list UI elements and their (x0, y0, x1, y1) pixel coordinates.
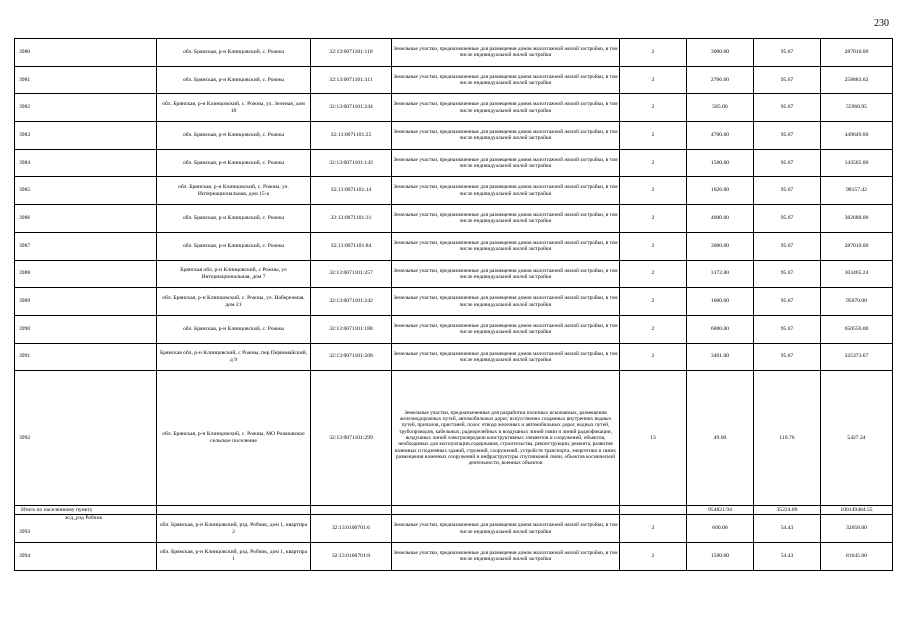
row-number: 3994 (15, 542, 157, 570)
cadastral-number-cell: 32:13:0100701:8 (311, 542, 392, 570)
row-number: 3981 (15, 66, 157, 94)
area-cell: 2706.00 (687, 66, 754, 94)
area-cell: 4700.00 (687, 122, 754, 150)
cadastral-value-cell: 98157.42 (821, 177, 893, 205)
row-number: 3985 (15, 177, 157, 205)
specific-value-cell: 54.43 (754, 515, 821, 543)
area-cell: 1000.00 (687, 288, 754, 316)
cadastral-value-cell: 303465.24 (821, 260, 893, 288)
cadastral-number-cell: 32:13:0071101:244 (311, 94, 392, 122)
row-number: 3982 (15, 94, 157, 122)
group-cell: 2 (620, 542, 687, 570)
specific-value-cell: 54.43 (754, 542, 821, 570)
cadastral-number-cell: 32:13:0071101:143 (311, 149, 392, 177)
address-cell: обл. Брянская, р-н Клинцовский, с. Рожны, ул. Интернациональная, дом 15-а (157, 177, 311, 205)
row-number: 3990 (15, 315, 157, 343)
area-cell: 49.00 (687, 371, 754, 506)
cadastral-value-cell: 81645.00 (821, 542, 893, 570)
table-row (15, 542, 893, 570)
specific-value-cell: 110.76 (754, 371, 821, 506)
group-cell: 2 (620, 149, 687, 177)
address-cell: обл. Брянская, р-н Клинцовский, с. Рожны (157, 149, 311, 177)
cadastral-value-cell: 143505.00 (821, 149, 893, 177)
land-use-cell: Земельные участки, предназначенные для размещения домов малоэтажной жилой застройки, в том числе индивидуальной жилой застройки (392, 39, 620, 67)
specific-value-cell: 95.67 (754, 39, 821, 67)
cadastral-value-cell: 5427.24 (821, 371, 893, 506)
area-cell: 3172.00 (687, 260, 754, 288)
cadastral-value-cell: 287010.00 (821, 39, 893, 67)
table-row (15, 122, 893, 150)
group-cell: 2 (620, 205, 687, 233)
area-cell: 1026.00 (687, 177, 754, 205)
row-number: 3986 (15, 205, 157, 233)
address-cell: обл. Брянская, р-н Клинцовский, рзд. Робчик, дом 1, квартира 2 (157, 515, 311, 543)
row-number: 3988 (15, 260, 157, 288)
land-use-cell: Земельные участки, предназначенные для размещения домов малоэтажной жилой застройки, в том числе индивидуальной жилой застройки (392, 343, 620, 371)
specific-value-cell: 95.67 (754, 315, 821, 343)
cadastral-number-cell: 32:13:0071101:31 (311, 205, 392, 233)
row-number: 3980 (15, 39, 157, 67)
cadastral-value-cell: 258883.02 (821, 66, 893, 94)
address-cell: Брянская обл, р-н Клинцовский, с Рожны, пер Первомайский, д 9 (157, 343, 311, 371)
cadastral-value-cell: 382680.00 (821, 205, 893, 233)
table-row (15, 288, 893, 316)
row-number: 3989 (15, 288, 157, 316)
cadastral-number-cell: 32:13:0071101:242 (311, 288, 392, 316)
row-number: 3992 (15, 371, 157, 506)
land-use-cell: Земельные участки, предназначенные для размещения домов малоэтажной жилой застройки, в том числе индивидуальной жилой застройки (392, 66, 620, 94)
cadastral-number-cell: 32:13:0071101:188 (311, 315, 392, 343)
group-cell: 2 (620, 66, 687, 94)
cadastral-number-cell: 32:13:0071101:257 (311, 260, 392, 288)
address-cell: обл. Брянская, р-н Клинцовский, с. Рожны (157, 315, 311, 343)
cadastral-value-cell: 55966.95 (821, 94, 893, 122)
group-cell: 2 (620, 122, 687, 150)
area-cell: 600.00 (687, 515, 754, 543)
table-row (15, 515, 893, 543)
group-cell: 2 (620, 260, 687, 288)
address-cell: обл. Брянская, р-н Клинцовский, с. Рожны, ул. Зеленая, дом 18 (157, 94, 311, 122)
settlement-name: ж/д_рзд Робчик (65, 515, 103, 522)
specific-value-cell: 95.67 (754, 122, 821, 150)
area-cell: 3401.00 (687, 343, 754, 371)
table-row (15, 232, 893, 260)
land-use-cell: Земельные участки, предназначенные для размещения домов малоэтажной жилой застройки, в том числе индивидуальной жилой застройки (392, 149, 620, 177)
group-cell: 2 (620, 343, 687, 371)
address-cell: обл. Брянская, р-н Клинцовский, с. Рожны (157, 39, 311, 67)
total-rate-cell: 35224.89 (754, 506, 821, 515)
cadastral-value-table (14, 38, 893, 571)
specific-value-cell: 95.67 (754, 343, 821, 371)
address-cell: обл. Брянская, р-н Клинцовский, с. Рожны (157, 122, 311, 150)
specific-value-cell: 95.67 (754, 94, 821, 122)
table-row (15, 371, 893, 506)
group-cell: 2 (620, 315, 687, 343)
settlement-total-row (15, 506, 893, 515)
cadastral-number-cell: 32:13:0071101:118 (311, 39, 392, 67)
table-row (15, 260, 893, 288)
row-number: 3987 (15, 232, 157, 260)
total-label: Итого по населенному пункту (15, 506, 157, 515)
cadastral-value-cell: 449649.00 (821, 122, 893, 150)
land-use-cell: Земельные участки, предназначенные для размещения домов малоэтажной жилой застройки, в том числе индивидуальной жилой застройки (392, 122, 620, 150)
address-cell: обл. Брянская, р-н Клинцовский, с. Рожны, ул. Набережная, дом 21 (157, 288, 311, 316)
table-row (15, 94, 893, 122)
land-use-cell: Земельные участки, предназначенные для размещения домов малоэтажной жилой застройки, в том числе индивидуальной жилой застройки (392, 542, 620, 570)
specific-value-cell: 95.67 (754, 205, 821, 233)
cadastral-number-cell: 32:13:0071101:311 (311, 66, 392, 94)
address-cell: Брянская обл, р-н Клинцовский, с Рожны, ул Интернациональная, дом 7 (157, 260, 311, 288)
total-area-cell: 954821.94 (687, 506, 754, 515)
land-use-cell: Земельные участки, предназначенные для размещения домов малоэтажной жилой застройки, в том числе индивидуальной жилой застройки (392, 315, 620, 343)
row-number: 3991 (15, 343, 157, 371)
area-cell: 3000.00 (687, 39, 754, 67)
group-cell: 2 (620, 94, 687, 122)
specific-value-cell: 95.67 (754, 288, 821, 316)
land-use-cell: Земельные участки, предназначенные для размещения домов малоэтажной жилой застройки, в том числе индивидуальной жилой застройки (392, 232, 620, 260)
address-cell: обл. Брянская, р-н Клинцовский, с. Рожны, МО Рожновское сельское поселение (157, 371, 311, 506)
land-use-cell: Земельные участки, предназначенные для размещения домов малоэтажной жилой застройки, в том числе индивидуальной жилой застройки (392, 260, 620, 288)
table-row (15, 66, 893, 94)
specific-value-cell: 95.67 (754, 66, 821, 94)
area-cell: 4000.00 (687, 205, 754, 233)
land-use-cell: Земельные участки, предназначенные для размещения домов малоэтажной жилой застройки, в том числе индивидуальной жилой застройки (392, 515, 620, 543)
table-row (15, 39, 893, 67)
cadastral-number-cell: 32:13:0071101:299 (311, 371, 392, 506)
group-cell: 2 (620, 232, 687, 260)
specific-value-cell: 95.67 (754, 260, 821, 288)
cadastral-number-cell: 32:13:0071101:508 (311, 343, 392, 371)
area-cell: 1500.00 (687, 149, 754, 177)
table-row (15, 205, 893, 233)
row-number: 3984 (15, 149, 157, 177)
table-row (15, 177, 893, 205)
total-value-cell: 100149484.55 (821, 506, 893, 515)
cadastral-number-cell: 32:13:0071101:84 (311, 232, 392, 260)
land-use-cell: Земельные участки, предназначенные для размещения домов малоэтажной жилой застройки, в том числе индивидуальной жилой застройки (392, 205, 620, 233)
specific-value-cell: 95.67 (754, 149, 821, 177)
area-cell: 585.00 (687, 94, 754, 122)
address-cell: обл. Брянская, р-н Клинцовский, с. Рожны (157, 232, 311, 260)
address-cell: обл. Брянская, р-н Клинцовский, с. Рожны (157, 205, 311, 233)
cadastral-value-cell: 95670.00 (821, 288, 893, 316)
cadastral-value-cell: 325373.67 (821, 343, 893, 371)
address-cell: обл. Брянская, р-н Клинцовский, с. Рожны (157, 66, 311, 94)
cadastral-value-cell: 650556.00 (821, 315, 893, 343)
land-use-cell: Земельные участки, предназначенные для размещения домов малоэтажной жилой застройки, в том числе индивидуальной жилой застройки (392, 288, 620, 316)
area-cell: 1500.00 (687, 542, 754, 570)
cadastral-number-cell: 32:13:0071101:25 (311, 122, 392, 150)
row-number-with-settlement (15, 515, 157, 543)
group-cell: 13 (620, 371, 687, 506)
cadastral-value-cell: 32658.00 (821, 515, 893, 543)
group-cell: 2 (620, 515, 687, 543)
group-cell: 2 (620, 288, 687, 316)
row-number: 3983 (15, 122, 157, 150)
page-number: 230 (874, 18, 889, 29)
cadastral-number-cell: 32:13:0100701:6 (311, 515, 392, 543)
group-cell: 2 (620, 39, 687, 67)
table-row (15, 149, 893, 177)
table-row (15, 315, 893, 343)
land-use-cell: Земельные участки, предназначенные для разработки полезных ископаемых, размещения железнодорожных путей, автомобильных дорог, искусственно созданных внутренних водных путей, причалов, пристаней, полос отвода железных и автомобильных дорог, водных путей, трубопроводов, кабельных, радиорелейных и воздушных линий связи и линий радиофикации, воздушных линий электропередачи конструктивных элементов и сооружений, объектов, необходимых для эксплуатации,содержания, строительства, реконструкции, ремонта, развития наземных и подземных зданий, строений, сооружений, устройств транспорта, энергетики и связи; размещения наземных сооружений и инфраструктуры спутниковой связи, объектов космической деятельности, военных объектов (392, 371, 620, 506)
table-row (15, 343, 893, 371)
cadastral-value-cell: 287010.00 (821, 232, 893, 260)
specific-value-cell: 95.67 (754, 232, 821, 260)
land-use-cell: Земельные участки, предназначенные для размещения домов малоэтажной жилой застройки, в том числе индивидуальной жилой застройки (392, 94, 620, 122)
specific-value-cell: 95.67 (754, 177, 821, 205)
land-use-cell: Земельные участки, предназначенные для размещения домов малоэтажной жилой застройки, в том числе индивидуальной жилой застройки (392, 177, 620, 205)
address-cell: обл. Брянская, р-н Клинцовский, рзд. Робчик, дом 1, квартира 1 (157, 542, 311, 570)
row-number: 3993 (19, 529, 31, 536)
area-cell: 3000.00 (687, 232, 754, 260)
cadastral-number-cell: 32:13:0071101:14 (311, 177, 392, 205)
area-cell: 6800.00 (687, 315, 754, 343)
group-cell: 2 (620, 177, 687, 205)
